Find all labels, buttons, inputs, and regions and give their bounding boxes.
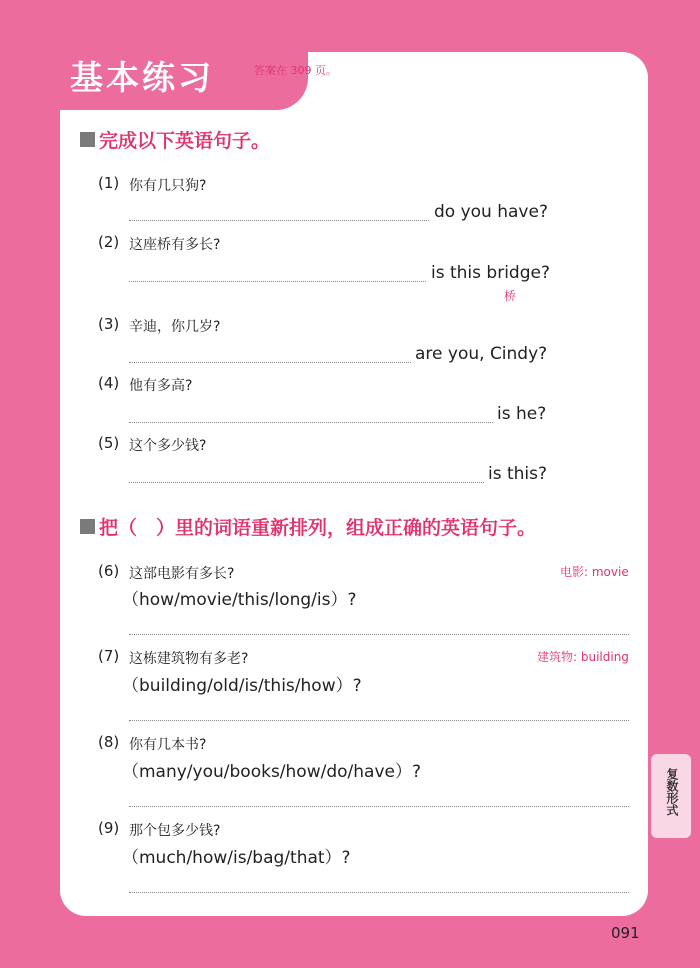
question-chinese: 辛迪，你几岁? [129,319,221,335]
answer-line[interactable] [129,362,411,363]
question-chinese: 你有几本书? [129,737,207,753]
word-list: （many/you/books/how/do/have）? [122,762,421,782]
section2-heading [80,513,536,540]
word-list: （how/movie/this/long/is）? [122,590,357,610]
sentence-ending: is this bridge? [431,263,550,283]
question-chinese: 那个包多少钱? [129,823,221,839]
answer-line[interactable] [129,892,629,893]
question-number: (9) [98,819,120,837]
page-title: 基本练习 [70,58,214,97]
answer-line[interactable] [129,220,429,221]
square-bullet-icon [80,132,95,147]
section2-heading-text: 把（ ）里的词语重新排列，组成正确的英语句子。 [99,517,537,539]
answer-line[interactable] [129,281,426,282]
chapter-side-tab[interactable] [651,754,691,838]
word-list: （much/how/is/bag/that）? [122,848,351,868]
answer-line[interactable] [129,720,629,721]
word-list: （building/old/is/this/how）? [122,676,362,696]
question-chinese: 这座桥有多长? [129,237,221,253]
question-chinese: 这部电影有多长? [129,566,235,582]
answer-line[interactable] [129,422,493,423]
page-number: 091 [611,924,640,942]
question-number: (6) [98,562,120,580]
question-chinese: 这栋建筑物有多老? [129,651,249,667]
vocab-hint: 建筑物: building [537,650,629,664]
answer-line[interactable] [129,482,484,483]
chapter-side-tab-label: 复数形式 [665,768,679,816]
question-chinese: 这个多少钱? [129,438,207,454]
question-number: (1) [98,174,120,192]
question-number: (2) [98,233,120,251]
question-number: (8) [98,733,120,751]
sentence-ending: are you, Cindy? [415,344,548,364]
vocab-hint: 桥 [504,289,517,303]
question-number: (7) [98,647,120,665]
sentence-ending: is he? [497,404,547,424]
question-number: (3) [98,315,120,333]
vocab-hint: 电影: movie [560,565,629,579]
question-number: (5) [98,434,120,452]
section1-heading [80,126,270,153]
sentence-ending: do you have? [434,202,548,222]
section1-heading-text: 完成以下英语句子。 [99,130,271,152]
question-number: (4) [98,374,120,392]
square-bullet-icon [80,519,95,534]
question-chinese: 他有多高? [129,378,193,394]
sentence-ending: is this? [488,464,548,484]
question-chinese: 你有几只狗? [129,178,207,194]
answer-note: 答案在 309 页。 [254,64,337,77]
answer-line[interactable] [129,634,629,635]
answer-line[interactable] [129,806,629,807]
